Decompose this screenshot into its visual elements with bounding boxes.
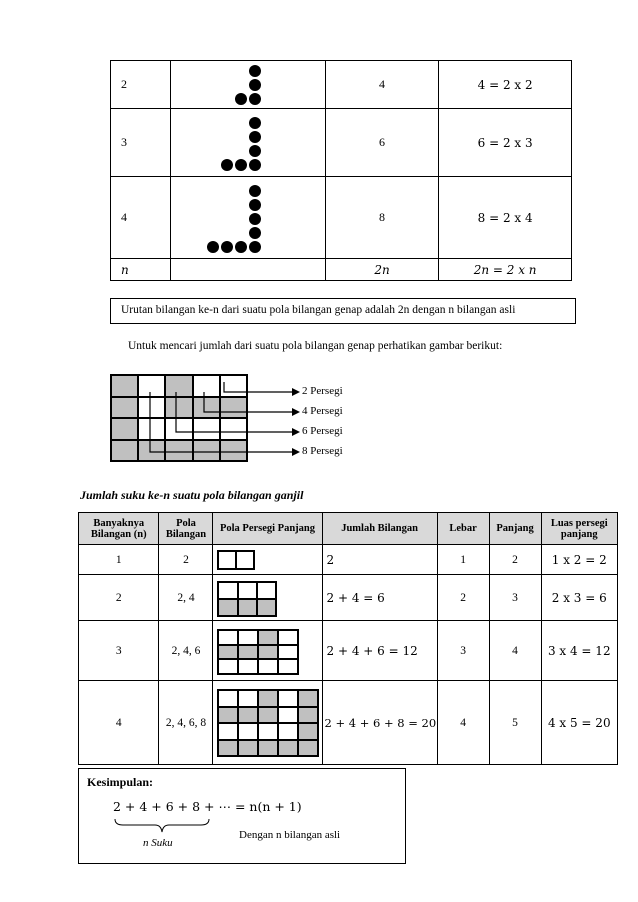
n-cell: 2	[79, 575, 159, 621]
formula-cell: 2n = 2 x n	[439, 259, 572, 281]
dot	[249, 131, 261, 143]
table-row	[79, 621, 618, 681]
formula-cell: 6 = 2 x 3	[439, 109, 572, 177]
panjang-cell: 2	[489, 545, 541, 575]
pola-persegi-cell	[213, 545, 322, 575]
dot	[249, 93, 261, 105]
header-jumlah: Jumlah Bilangan	[322, 513, 437, 545]
n-cell: n	[111, 259, 171, 281]
dot	[221, 241, 233, 253]
section-title: Jumlah suku ke-n suatu pola bilangan ganjil	[80, 488, 304, 502]
dot	[249, 241, 261, 253]
arrow-lines	[100, 370, 300, 470]
lebar-cell: 3	[437, 621, 489, 681]
n-cell: 4	[111, 177, 171, 259]
count-cell: 6	[325, 109, 438, 177]
dot	[249, 185, 261, 197]
dot	[249, 145, 261, 157]
conclusion-formula: 2 + 4 + 6 + 8 + ⋯ = n(n + 1)	[113, 799, 302, 814]
pola-cell: 2, 4, 6, 8	[159, 681, 213, 765]
n-cell: 4	[79, 681, 159, 765]
rectangle-4x5	[217, 689, 319, 757]
pola-persegi-cell	[213, 681, 322, 765]
conclusion-note: Dengan n bilangan asli	[239, 829, 341, 841]
dot	[249, 227, 261, 239]
dot-pattern-cell	[170, 177, 325, 259]
n-cell: 2	[111, 61, 171, 109]
rectangle-1x2	[217, 550, 255, 570]
dot	[249, 65, 261, 77]
table-row	[111, 177, 572, 259]
jumlah-cell: 2 + 4 + 6 = 12	[322, 621, 437, 681]
dot	[249, 117, 261, 129]
table-row	[79, 575, 618, 621]
jumlah-cell: 2 + 4 + 6 + 8 = 20	[322, 681, 437, 765]
intro-text: Untuk mencari jumlah dari suatu pola bilangan genap perhatikan gambar berikut:	[128, 340, 503, 352]
n-cell: 3	[79, 621, 159, 681]
luas-cell: 2 x 3 = 6	[541, 575, 617, 621]
rectangle-3x4	[217, 629, 299, 675]
conclusion-title: Kesimpulan:	[87, 775, 154, 789]
panjang-cell: 5	[489, 681, 541, 765]
lebar-cell: 2	[437, 575, 489, 621]
rectangle-2x3	[217, 581, 277, 617]
table-row	[79, 545, 618, 575]
formula-cell: 4 = 2 x 2	[439, 61, 572, 109]
n-cell: 1	[79, 545, 159, 575]
dot-pattern-cell	[170, 61, 325, 109]
formula-cell: 8 = 2 x 4	[439, 177, 572, 259]
jumlah-cell: 2	[322, 545, 437, 575]
dot	[235, 241, 247, 253]
label-8-persegi: 8 Persegi	[302, 445, 343, 457]
header-n: Banyaknya Bilangan (n)	[79, 513, 159, 545]
luas-cell: 3 x 4 = 12	[541, 621, 617, 681]
count-cell: 8	[325, 177, 438, 259]
header-pola: Pola Bilangan	[159, 513, 213, 545]
even-pattern-table	[110, 60, 572, 281]
pola-cell: 2, 4	[159, 575, 213, 621]
dot	[207, 241, 219, 253]
empty-cell	[170, 259, 325, 281]
table-row	[111, 61, 572, 109]
count-cell: 2n	[325, 259, 438, 281]
n-cell: 3	[111, 109, 171, 177]
table-row	[79, 681, 618, 765]
dot	[235, 159, 247, 171]
table-row	[111, 259, 572, 281]
lebar-cell: 4	[437, 681, 489, 765]
header-row	[79, 513, 618, 545]
header-panjang: Panjang	[489, 513, 541, 545]
header-pola-persegi: Pola Persegi Panjang	[213, 513, 322, 545]
pola-persegi-cell	[213, 575, 322, 621]
header-lebar: Lebar	[437, 513, 489, 545]
brace-label: n Suku	[143, 837, 173, 849]
sum-pattern-table	[78, 512, 618, 765]
dot	[221, 159, 233, 171]
dot	[249, 199, 261, 211]
dot	[249, 79, 261, 91]
dot	[249, 159, 261, 171]
label-4-persegi: 4 Persegi	[302, 405, 343, 417]
dot-pattern-cell	[170, 109, 325, 177]
conclusion-box	[78, 768, 406, 864]
underbrace	[113, 817, 213, 837]
count-cell: 4	[325, 61, 438, 109]
panjang-cell: 3	[489, 575, 541, 621]
panjang-cell: 4	[489, 621, 541, 681]
dot	[249, 213, 261, 225]
lebar-cell: 1	[437, 545, 489, 575]
table-row	[111, 109, 572, 177]
jumlah-cell: 2 + 4 = 6	[322, 575, 437, 621]
pola-cell: 2	[159, 545, 213, 575]
label-6-persegi: 6 Persegi	[302, 425, 343, 437]
pola-cell: 2, 4, 6	[159, 621, 213, 681]
header-luas: Luas persegi panjang	[541, 513, 617, 545]
even-rule-box: Urutan bilangan ke-n dari suatu pola bilangan genap adalah 2n dengan n bilangan asli	[110, 298, 576, 324]
pola-persegi-cell	[213, 621, 322, 681]
luas-cell: 4 x 5 = 20	[541, 681, 617, 765]
label-2-persegi: 2 Persegi	[302, 385, 343, 397]
dot	[235, 93, 247, 105]
luas-cell: 1 x 2 = 2	[541, 545, 617, 575]
